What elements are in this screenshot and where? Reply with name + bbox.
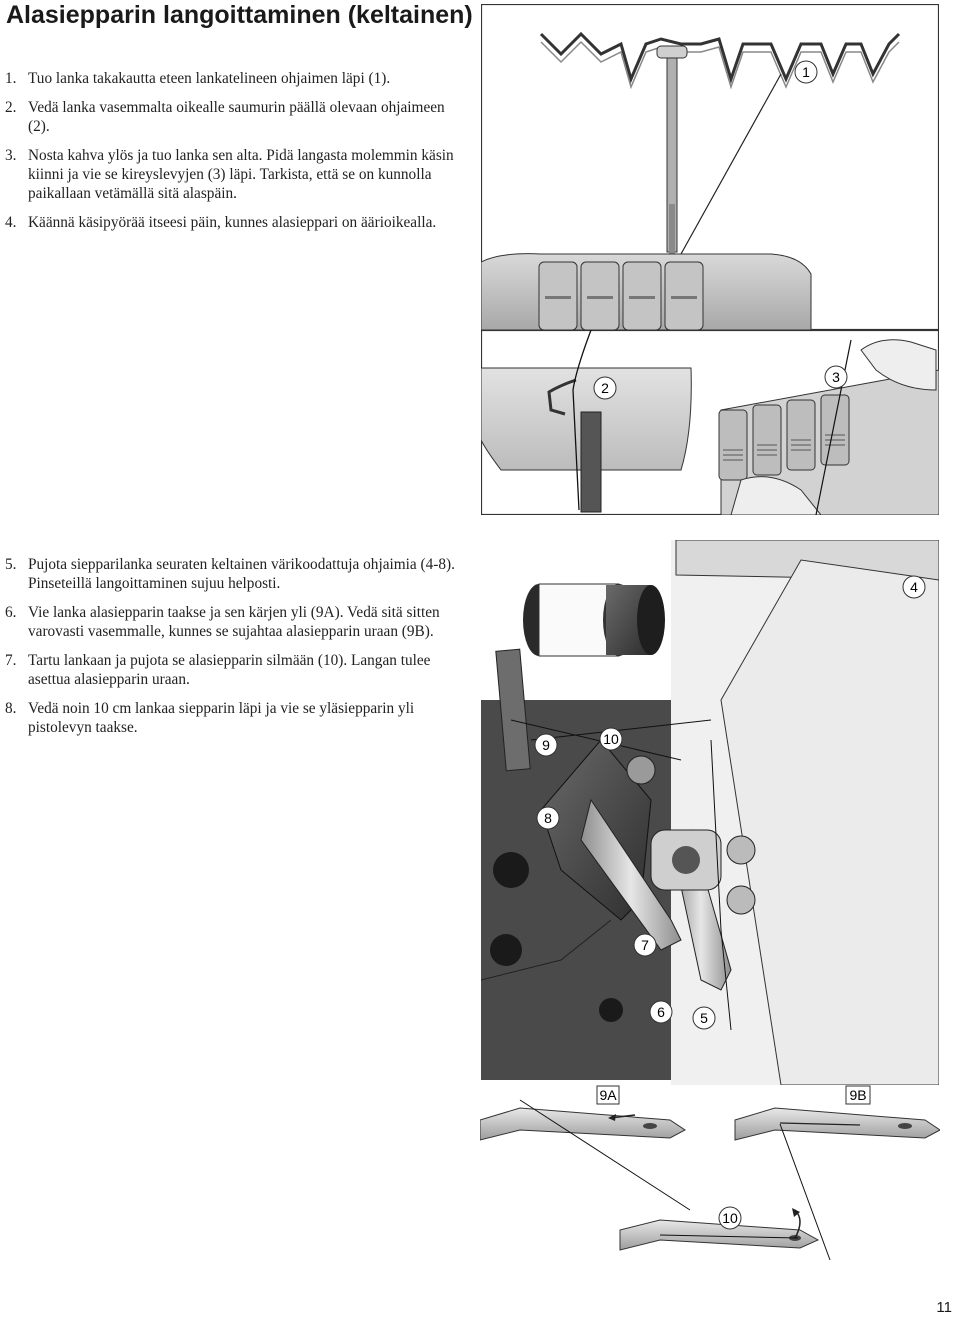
callout-6: 6: [657, 1004, 665, 1020]
step-number: 1.: [5, 70, 17, 87]
step-text: Käännä käsipyörää itseesi päin, kunnes alasieppari on äärioikealla.: [28, 214, 437, 231]
step-item: [5, 651, 465, 689]
steps-list-bottom: [5, 555, 465, 747]
callout-2: 2: [601, 380, 609, 396]
callout-3: 3: [832, 369, 840, 385]
page-number: 11: [936, 1299, 952, 1316]
tension-discs-illustration: [481, 330, 939, 515]
step-item: [5, 603, 465, 641]
step-text: Vie lanka alasiepparin taakse ja sen kärjen yli (9A). Vedä sitä sitten varovasti vasemmalle, kunnes se sujahtaa alasiepparin uraan (9B).: [28, 604, 440, 640]
step-item: [5, 213, 465, 232]
callout-9b: 9B: [849, 1087, 867, 1103]
step-number: 4.: [5, 214, 17, 231]
looper-tip-illustration: [480, 1080, 940, 1280]
page-title: Alasiepparin langoittaminen (keltainen): [6, 1, 473, 29]
steps-list-top: [5, 69, 465, 242]
step-text: Vedä lanka vasemmalta oikealle saumurin päällä olevaan ohjaimeen (2).: [28, 99, 445, 135]
step-number: 7.: [5, 652, 17, 669]
step-text: Pujota siepparilanka seuraten keltainen värikoodattuja ohjaimia (4-8). Pinseteillä langoittaminen sujuu helposti.: [28, 556, 455, 592]
step-text: Tuo lanka takakautta eteen lankatelineen ohjaimen läpi (1).: [28, 70, 391, 87]
callout-9a: 9A: [599, 1087, 617, 1103]
step-item: [5, 699, 465, 737]
step-item: [5, 69, 465, 88]
step-number: 2.: [5, 99, 17, 116]
callout-1: 1: [802, 64, 810, 80]
step-number: 5.: [5, 556, 17, 573]
thread-stand-illustration: [481, 4, 939, 330]
callout-4: 4: [910, 579, 918, 595]
step-item: [5, 146, 465, 203]
step-number: 3.: [5, 147, 17, 164]
callout-10b: 10: [722, 1210, 738, 1226]
step-text: Tartu lankaan ja pujota se alasiepparin silmään (10). Langan tulee asettua alasiepparin uraan.: [28, 652, 431, 688]
lower-looper-area-illustration: [481, 540, 939, 1085]
callout-8: 8: [544, 810, 552, 826]
step-item: [5, 555, 465, 593]
callout-9: 9: [542, 737, 550, 753]
step-text: Vedä noin 10 cm lankaa siepparin läpi ja vie se yläsiepparin yli pistolevyn taakse.: [28, 700, 415, 736]
step-number: 6.: [5, 604, 17, 621]
step-item: [5, 98, 465, 136]
callout-10: 10: [603, 731, 619, 747]
callout-5: 5: [700, 1010, 708, 1026]
step-text: Nosta kahva ylös ja tuo lanka sen alta. Pidä langasta molemmin käsin kiinni ja vie se kireyslevyjen (3) läpi. Tarkista, että se on kunnolla paikallaan vetämällä sitä alaspäin.: [28, 147, 454, 202]
callout-7: 7: [641, 937, 649, 953]
step-number: 8.: [5, 700, 17, 717]
